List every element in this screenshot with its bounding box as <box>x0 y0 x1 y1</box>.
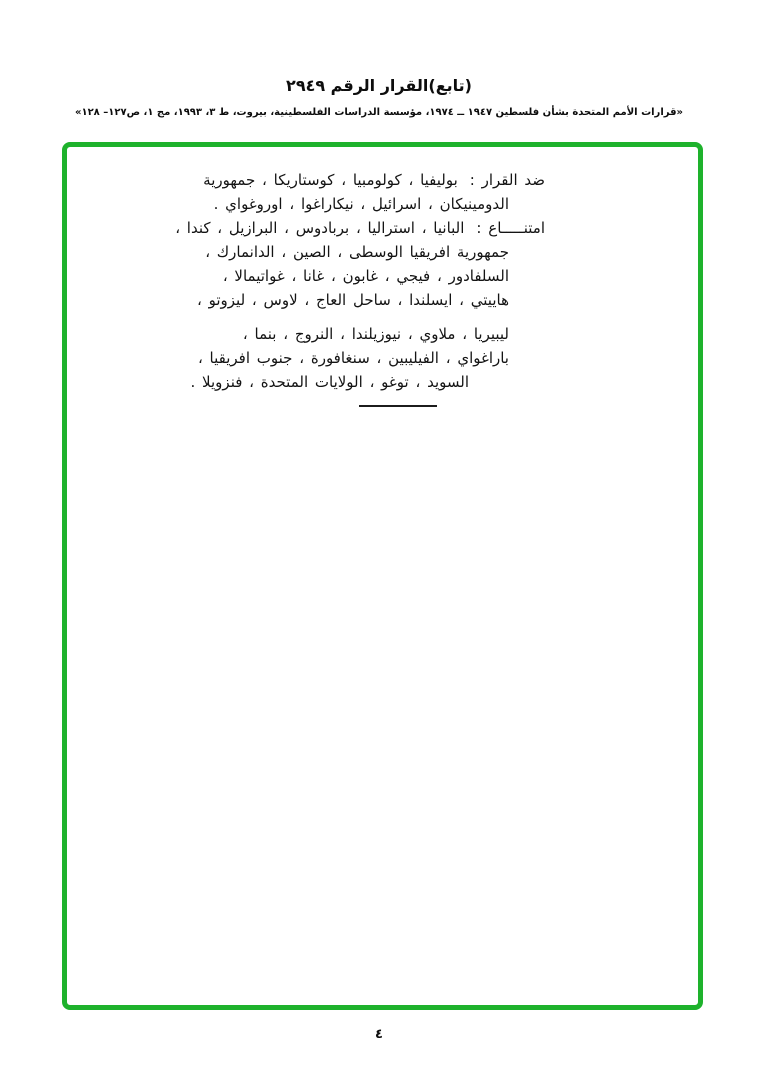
page-title: (تابع)القرار الرقم ٢٩٤٩ <box>286 76 472 95</box>
vote-results-text <box>145 168 545 407</box>
section-end-rule <box>359 405 437 407</box>
abstain-first-line <box>145 216 545 240</box>
abstain-countries-line-6: باراغواي ، الفيليبين ، سنغافورة ، جنوب افريقيا ، <box>197 349 509 367</box>
against-countries-line-1: بوليفيا ، كولومبيا ، كوستاريكا ، جمهورية <box>203 171 458 189</box>
against-countries-line-2: الدومينيكان ، اسرائيل ، نيكاراغوا ، اوروغواي . <box>213 195 509 213</box>
source-citation-line: «قرارات الأمم المتحدة بشأن فلسطين ١٩٤٧ ــ ١٩٧٤، مؤسسة الدراسات الفلسطينية، بيروت، ط ٣، ١٩٩٣، مج ١، ص١٢٧– ١٢٨» <box>75 107 683 118</box>
page-number: ٤ <box>375 1027 383 1042</box>
abstain-countries-line-3: السلفادور ، فيجي ، غابون ، غانا ، غواتيمالا ، <box>222 267 509 285</box>
abstain-countries-line-4: هاييتي ، ايسلندا ، ساحل العاج ، لاوس ، ليزوتو ، <box>196 291 509 309</box>
abstain-countries-line-5: ليبيريا ، ملاوي ، نيوزيلندا ، النروج ، بنما ، <box>242 325 509 343</box>
against-label: ضد القرار : <box>469 171 545 189</box>
abstain-countries-line-1: البانيا ، استراليا ، بربادوس ، البرازيل ، كندا ، <box>175 219 465 237</box>
abstain-paragraph <box>145 216 545 312</box>
against-paragraph <box>145 168 545 216</box>
abstain-countries-line-7: السويد ، توغو ، الولايات المتحدة ، فنزويلا . <box>190 373 469 391</box>
against-first-line <box>145 168 545 192</box>
abstain-countries-line-2: جمهورية افريقيا الوسطى ، الصين ، الدانمارك ، <box>205 243 509 261</box>
abstain-label: امتنـــــاع : <box>476 219 545 237</box>
abstain-paragraph-continued <box>145 322 545 394</box>
